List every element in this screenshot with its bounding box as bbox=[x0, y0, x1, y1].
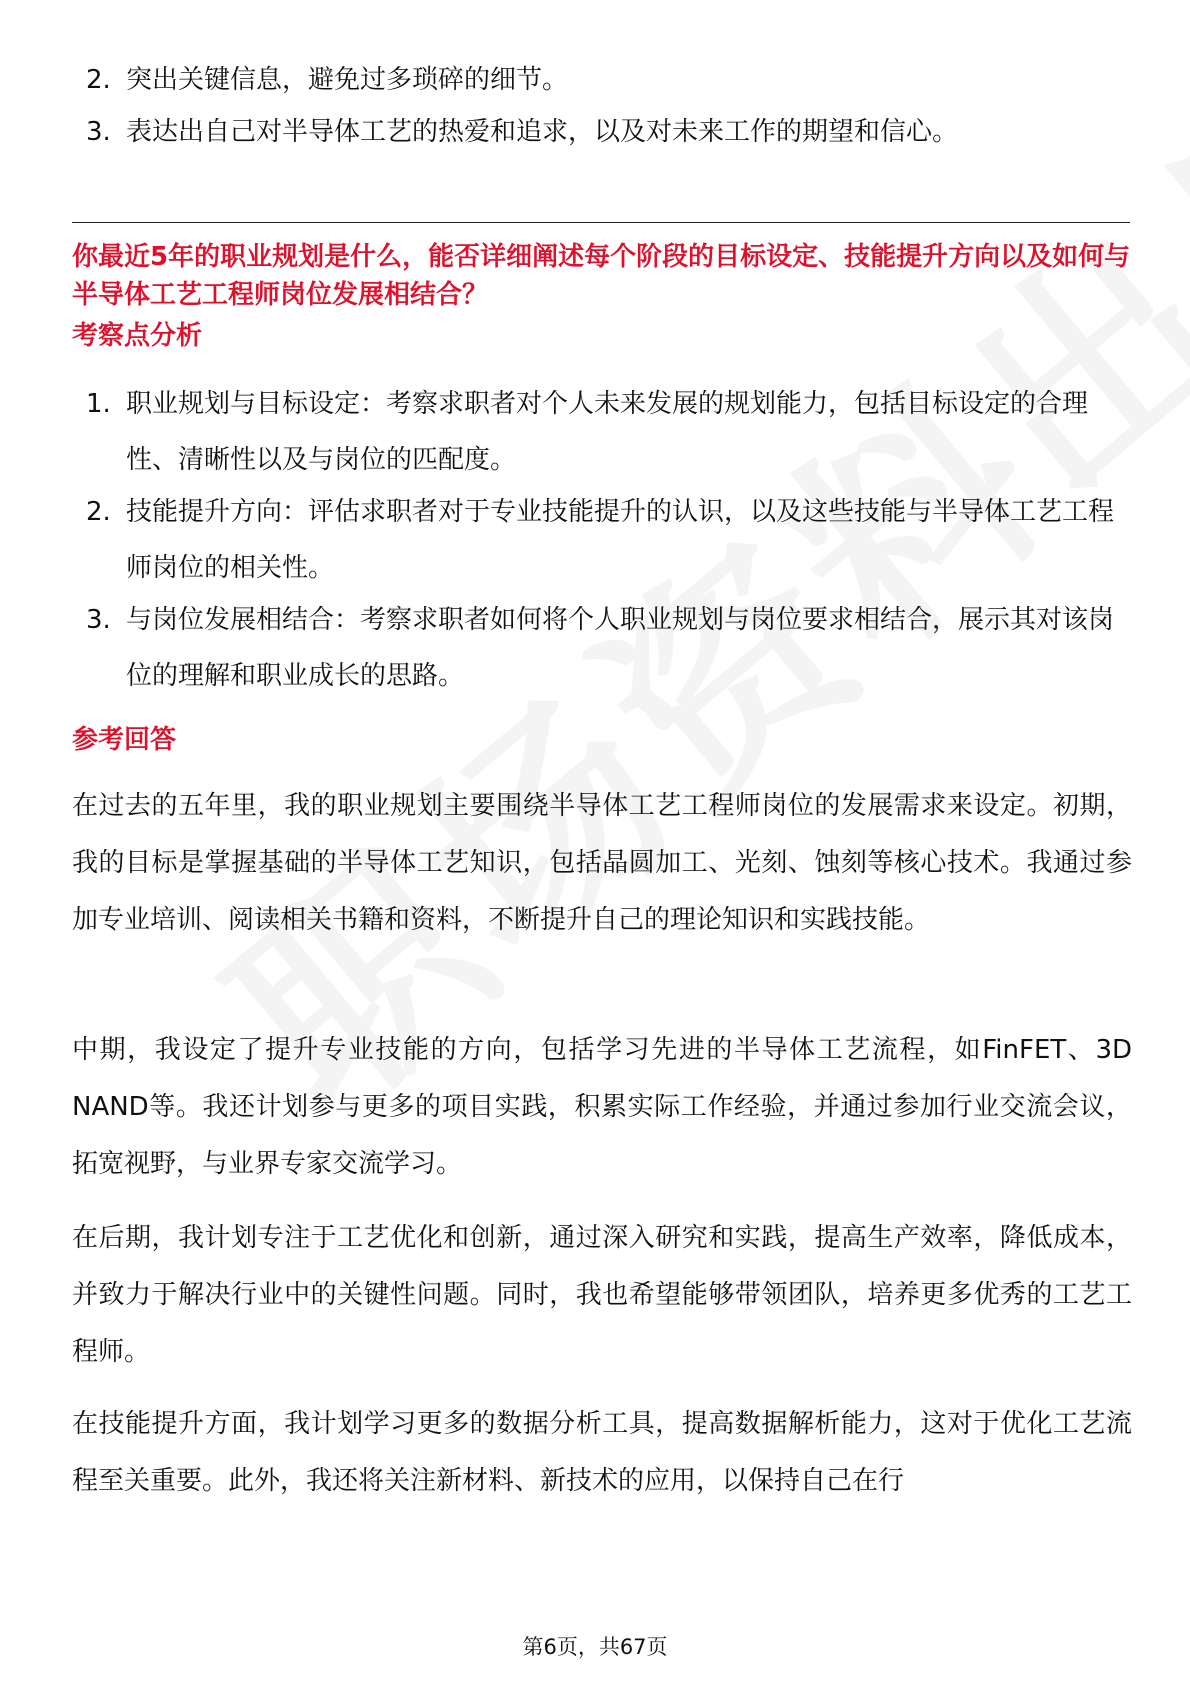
answer-paragraph: 中期，我设定了提升专业技能的方向，包括学习先进的半导体工艺流程，如FinFET、3D NAND等。我还计划参与更多的项目实践，积累实际工作经验，并通过参加行业交流会议，拓宽视野，与业界专家交流学习。 bbox=[72, 1035, 1132, 1179]
answer-paragraph: 在过去的五年里，我的职业规划主要围绕半导体工艺工程师岗位的发展需求来设定。初期，我的目标是掌握基础的半导体工艺知识，包括晶圆加工、光刻、蚀刻等核心技术。我通过参加专业培训、阅读相关书籍和资料，不断提升自己的理论知识和实践技能。 bbox=[72, 791, 1132, 935]
list-text: 与岗位发展相结合：考察求职者如何将个人职业规划与岗位要求相结合，展示其对该岗位的理解和职业成长的思路。 bbox=[126, 605, 1115, 691]
analysis-item bbox=[86, 376, 1126, 488]
question-heading: 你最近5年的职业规划是什么，能否详细阐述每个阶段的目标设定、技能提升方向以及如何与半导体工艺工程师岗位发展相结合？ bbox=[72, 242, 1131, 310]
list-text: 技能提升方向：评估求职者对于专业技能提升的认识，以及这些技能与半导体工艺工程师岗位的相关性。 bbox=[126, 497, 1115, 583]
analysis-item bbox=[86, 484, 1126, 596]
list-number: 3. bbox=[86, 117, 111, 147]
answer-paragraph: 在后期，我计划专注于工艺优化和创新，通过深入研究和实践，提高生产效率，降低成本，并致力于解决行业中的关键性问题。同时，我也希望能够带领团队，培养更多优秀的工艺工程师。 bbox=[72, 1223, 1132, 1367]
list-number: 2. bbox=[86, 497, 111, 527]
list-number: 3. bbox=[86, 605, 111, 635]
answer-paragraph: 在技能提升方面，我计划学习更多的数据分析工具，提高数据解析能力，这对于优化工艺流程至关重要。此外，我还将关注新材料、新技术的应用，以保持自己在行 bbox=[72, 1409, 1132, 1496]
list-text: 职业规划与目标设定：考察求职者对个人未来发展的规划能力，包括目标设定的合理性、清晰性以及与岗位的匹配度。 bbox=[126, 389, 1089, 475]
analysis-heading: 考察点分析 bbox=[72, 321, 203, 351]
analysis-item bbox=[86, 592, 1126, 704]
section-divider bbox=[72, 222, 1130, 223]
list-number: 1. bbox=[86, 389, 111, 419]
list-text: 突出关键信息，避免过多琐碎的细节。 bbox=[126, 65, 569, 95]
list-text: 表达出自己对半导体工艺的热爱和追求，以及对未来工作的期望和信心。 bbox=[126, 117, 959, 147]
page-footer: 第6页，共67页 bbox=[522, 1635, 668, 1659]
answer-heading: 参考回答 bbox=[72, 725, 177, 755]
list-number: 2. bbox=[86, 65, 111, 95]
